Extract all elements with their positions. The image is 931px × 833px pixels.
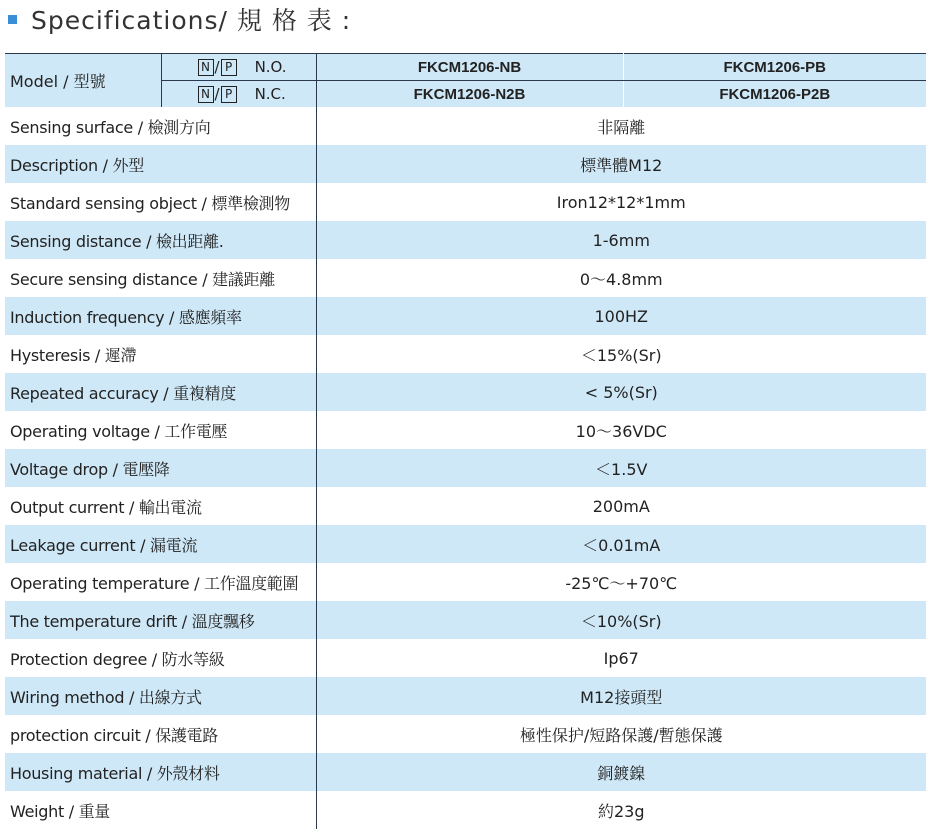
spec-label: Secure sensing distance / 建議距離 xyxy=(5,259,316,297)
spec-value: 銅鍍鎳 xyxy=(316,753,926,791)
spec-table xyxy=(5,53,926,829)
spec-value: 100HZ xyxy=(316,297,926,335)
spec-label: Sensing surface / 檢測方向 xyxy=(5,107,316,145)
spec-row xyxy=(5,449,926,487)
spec-row xyxy=(5,145,926,183)
spec-value: ＜15%(Sr) xyxy=(580,345,662,365)
spec-label: Sensing distance / 檢出距離. xyxy=(5,221,316,259)
spec-row xyxy=(5,791,926,829)
spec-row xyxy=(5,335,926,373)
spec-row xyxy=(5,715,926,753)
spec-row xyxy=(5,183,926,221)
no-label: N.O. xyxy=(254,58,287,76)
spec-row xyxy=(5,753,926,791)
spec-row xyxy=(5,487,926,525)
spec-label: Output current / 輸出電流 xyxy=(5,487,316,525)
spec-label: Repeated accuracy / 重複精度 xyxy=(5,373,316,411)
spec-label: Housing material / 外殼材料 xyxy=(5,753,316,791)
spec-row xyxy=(5,297,926,335)
n-box: N xyxy=(198,86,214,103)
spec-value: M12接頭型 xyxy=(316,677,926,715)
spec-value: < 5%(Sr) xyxy=(316,373,926,411)
spec-label: Standard sensing object / 標準檢測物 xyxy=(5,183,316,221)
spec-value: -25℃～+70℃ xyxy=(565,573,678,593)
spec-value: ＜10%(Sr) xyxy=(316,601,926,639)
spec-value: 非隔離 xyxy=(597,117,646,137)
model-no-npn: FKCM1206-NB xyxy=(316,54,623,81)
square-bullet-icon xyxy=(8,15,17,24)
page-title: Specifications/ 規 格 表 : xyxy=(31,6,352,35)
model-label: Model / 型號 xyxy=(5,54,161,108)
spec-label: Voltage drop / 電壓降 xyxy=(5,449,316,487)
spec-value: 約23g xyxy=(597,801,645,821)
spec-value: ＜1.5V xyxy=(316,449,926,487)
spec-label: Operating voltage / 工作電壓 xyxy=(5,411,316,449)
spec-row xyxy=(5,525,926,563)
spec-value: 標準體M12 xyxy=(316,145,926,183)
spec-row xyxy=(5,411,926,449)
nc-label: N.C. xyxy=(254,85,286,103)
p-box: P xyxy=(221,59,237,76)
spec-label: protection circuit / 保護電路 xyxy=(5,715,316,753)
model-nc-npn: FKCM1206-N2B xyxy=(316,81,623,108)
spec-label: The temperature drift / 溫度飄移 xyxy=(5,601,316,639)
spec-value: 0～4.8mm xyxy=(579,269,663,289)
spec-value: Ip67 xyxy=(603,648,639,668)
spec-value: 10～36VDC xyxy=(575,421,667,441)
section-title xyxy=(8,0,351,38)
spec-label: Induction frequency / 感應頻率 xyxy=(5,297,316,335)
spec-value: Iron12*12*1mm xyxy=(556,192,686,212)
spec-label: Wiring method / 出線方式 xyxy=(5,677,316,715)
np-slash: / xyxy=(214,58,220,76)
p-box: P xyxy=(221,86,237,103)
model-nc-pnp: FKCM1206-P2B xyxy=(623,81,926,108)
spec-row xyxy=(5,221,926,259)
spec-value: 1-6mm xyxy=(316,221,926,259)
spec-value: ＜0.01mA xyxy=(316,525,926,563)
spec-label: Protection degree / 防水等級 xyxy=(5,639,316,677)
spec-label: Hysteresis / 遲滯 xyxy=(5,335,316,373)
spec-row xyxy=(5,601,926,639)
spec-value: 極性保护/短路保護/暫態保護 xyxy=(519,725,723,745)
model-no-pnp: FKCM1206-PB xyxy=(623,54,926,81)
n-box: N xyxy=(198,59,214,76)
np-nc-cell xyxy=(161,81,316,108)
np-no-cell xyxy=(161,54,316,81)
spec-row xyxy=(5,639,926,677)
model-row-no xyxy=(5,54,926,81)
np-slash: / xyxy=(214,85,220,103)
spec-label: Operating temperature / 工作溫度範圍 xyxy=(5,563,316,601)
spec-label: Weight / 重量 xyxy=(5,791,316,829)
spec-label: Leakage current / 漏電流 xyxy=(5,525,316,563)
spec-value: 200mA xyxy=(592,496,650,516)
spec-row xyxy=(5,677,926,715)
spec-label: Description / 外型 xyxy=(5,145,316,183)
spec-row xyxy=(5,259,926,297)
spec-row xyxy=(5,373,926,411)
spec-row xyxy=(5,107,926,145)
spec-row xyxy=(5,563,926,601)
